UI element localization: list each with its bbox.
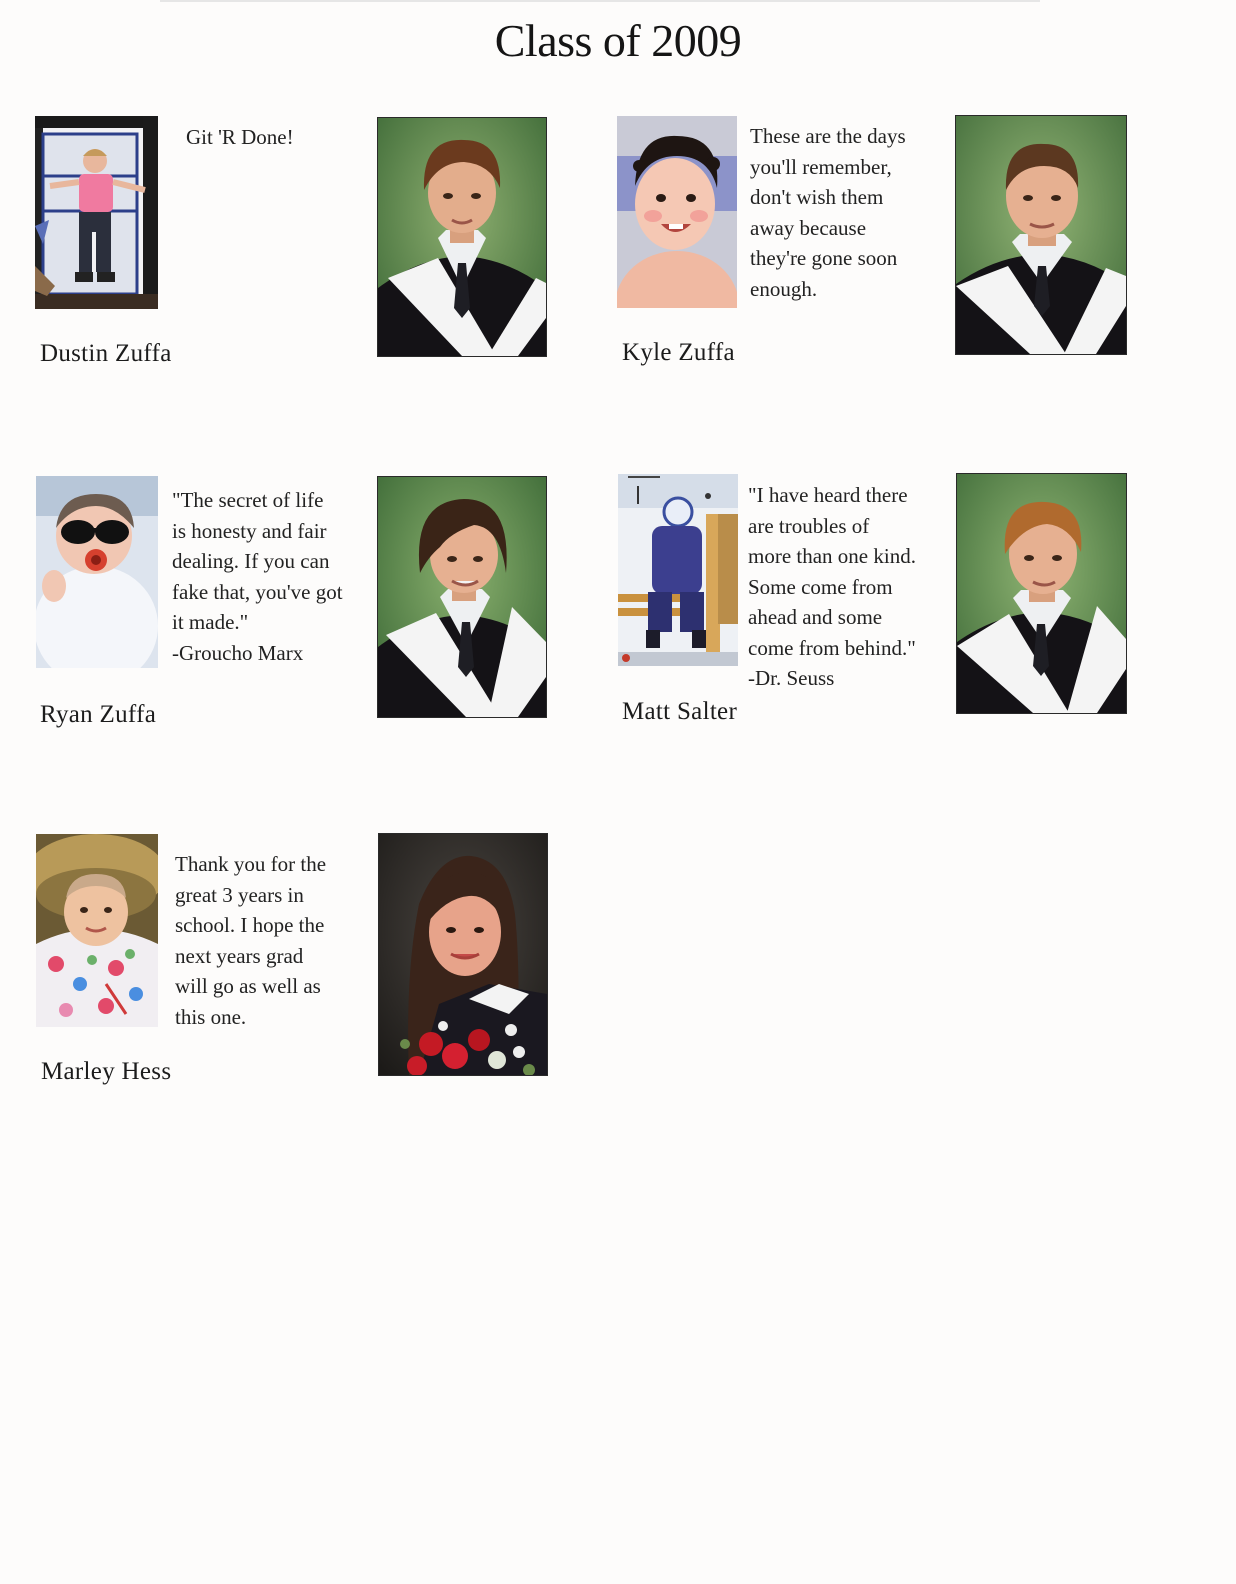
quote-line: great 3 years in: [175, 882, 304, 907]
baby-photo-matt: [618, 474, 738, 666]
student-name-matt: Matt Salter: [622, 698, 738, 725]
quote-line: Git 'R Done!: [186, 125, 294, 149]
quote-matt: [748, 480, 916, 694]
student-name-ryan: Ryan Zuffa: [40, 701, 157, 728]
quote-line: fake that, you've got: [172, 579, 343, 604]
quote-dustin: [186, 122, 294, 153]
quote-line: more than one kind.: [748, 544, 916, 568]
top-rule: [160, 0, 1040, 2]
grad-photo-ryan: [377, 476, 547, 718]
student-name-kyle: Kyle Zuffa: [622, 339, 735, 366]
quote-line: Some come from: [748, 574, 893, 599]
student-name-dustin: Dustin Zuffa: [40, 340, 172, 367]
quote-line: they're gone soon: [750, 246, 898, 270]
quote-line: -Dr. Seuss: [748, 666, 835, 690]
baby-photo-ryan: [36, 476, 158, 668]
quote-line: dealing. If you can: [172, 549, 330, 573]
grad-photo-matt: [956, 473, 1127, 714]
quote-line: Thank you for the: [175, 852, 327, 876]
quote-line: school. I hope the: [175, 913, 325, 937]
grad-photo-kyle: [955, 115, 1127, 355]
quote-kyle: [750, 121, 906, 304]
quote-line: "I have heard there: [748, 483, 908, 507]
baby-photo-kyle: [617, 116, 737, 308]
baby-photo-marley: [36, 834, 158, 1027]
quote-line: it made.": [172, 610, 249, 634]
quote-line: this one.: [175, 1004, 247, 1029]
quote-line: These are the days: [750, 124, 906, 148]
student-name-marley: Marley Hess: [41, 1058, 172, 1085]
quote-line: enough.: [750, 276, 818, 301]
quote-line: -Groucho Marx: [172, 640, 304, 665]
page-title: Class of 2009: [494, 15, 742, 66]
quote-line: come from behind.": [748, 635, 916, 660]
quote-ryan: [172, 485, 343, 668]
quote-line: will go as well as: [175, 974, 321, 998]
quote-line: you'll remember,: [750, 154, 892, 179]
grad-photo-dustin: [377, 117, 547, 357]
quote-line: "The secret of life: [172, 488, 324, 512]
quote-line: next years grad: [175, 943, 304, 968]
quote-line: don't wish them: [750, 185, 884, 209]
quote-line: ahead and some: [748, 605, 883, 629]
baby-photo-dustin: [35, 116, 158, 309]
grad-photo-marley: [378, 833, 548, 1076]
quote-line: is honesty and fair: [172, 518, 327, 543]
quote-marley: [175, 849, 326, 1032]
quote-line: are troubles of: [748, 513, 870, 538]
quote-line: away because: [750, 215, 867, 240]
